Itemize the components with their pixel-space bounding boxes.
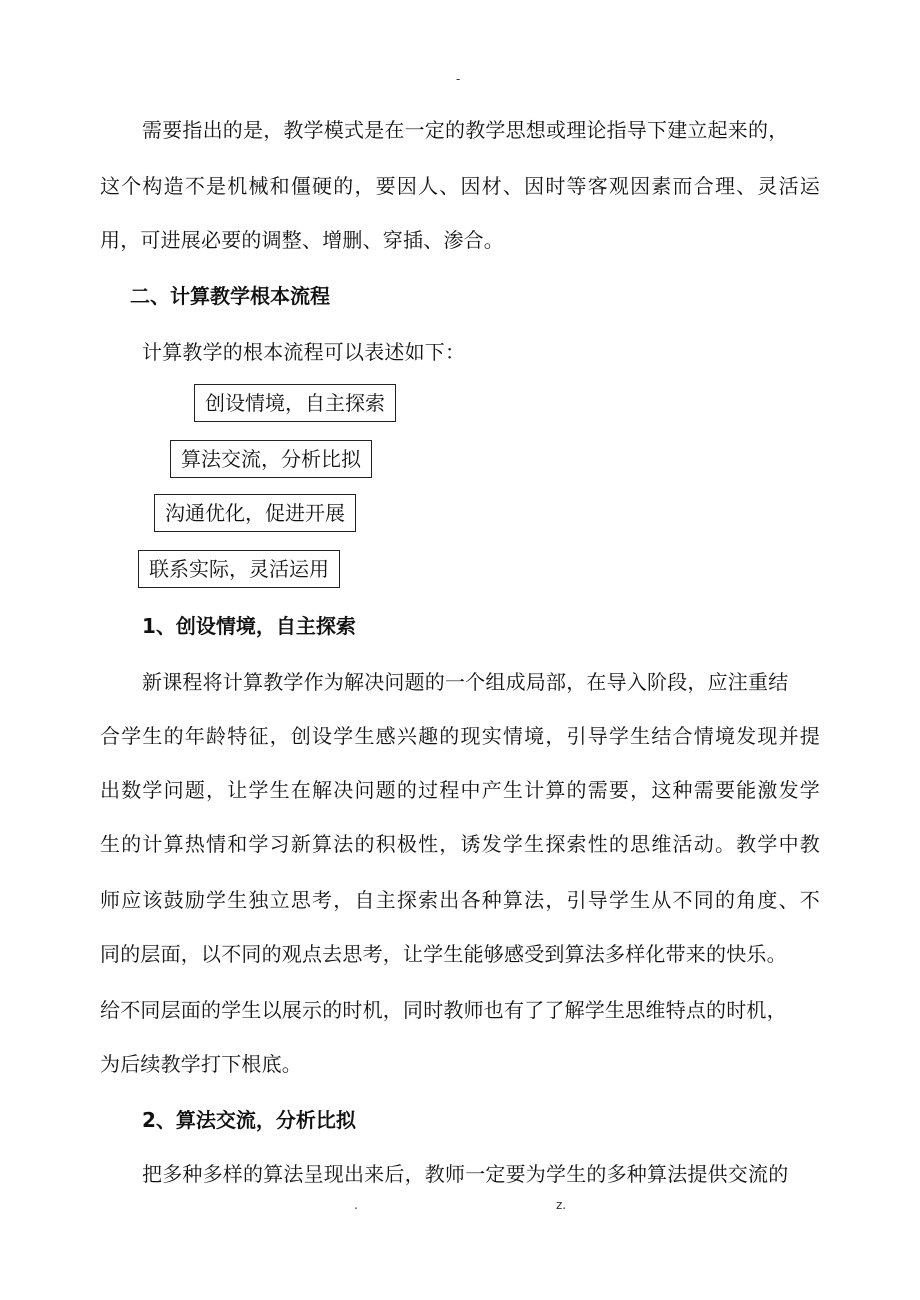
- intro-line-2: 这个构造不是机械和僵硬的，要因人、因材、因时等客观因素而合理、灵活运: [100, 174, 820, 198]
- sub1-line-5: 师应该鼓励学生独立思考，自主探索出各种算法，引导学生从不同的角度、不: [100, 888, 820, 912]
- sub1-line-3: 出数学问题，让学生在解决问题的过程中产生计算的需要，这种需要能激发学: [100, 778, 820, 802]
- sub2-heading: 2、算法交流，分析比拟: [142, 1108, 356, 1132]
- intro-line-1: 需要指出的是，教学模式是在一定的教学思想或理论指导下建立起来的，: [142, 118, 789, 142]
- sub1-line-2: 合学生的年龄特征，创设学生感兴趣的现实情境，引导学生结合情境发现并提: [100, 724, 820, 748]
- sub1-heading: 1、创设情境，自主探索: [142, 614, 356, 638]
- sub1-line-1: 新课程将计算教学作为解决问题的一个组成局部，在导入阶段，应注重结: [142, 670, 789, 694]
- sub1-line-4: 生的计算热情和学习新算法的积极性，诱发学生探索性的思维活动。教学中教: [100, 832, 820, 856]
- section-heading: 二、计算教学根本流程: [130, 284, 330, 308]
- header-mark: -: [456, 72, 461, 86]
- footer-right-mark: z.: [556, 1198, 567, 1212]
- section-intro: 计算教学的根本流程可以表述如下：: [142, 340, 466, 364]
- flow-step-4: 联系实际，灵活运用: [138, 550, 340, 588]
- intro-line-3: 用，可进展必要的调整、增删、穿插、渗合。: [100, 228, 504, 252]
- sub1-line-6: 同的层面，以不同的观点去思考，让学生能够感受到算法多样化带来的快乐。: [100, 942, 787, 966]
- sub2-line-1: 把多种多样的算法呈现出来后，教师一定要为学生的多种算法提供交流的: [142, 1162, 789, 1186]
- flow-step-2: 算法交流，分析比拟: [170, 440, 372, 478]
- footer-left-mark: .: [354, 1198, 358, 1212]
- flow-step-1: 创设情境，自主探索: [194, 384, 396, 422]
- sub1-line-8: 为后续教学打下根底。: [100, 1052, 302, 1076]
- sub1-line-7: 给不同层面的学生以展示的时机，同时教师也有了了解学生思维特点的时机，: [100, 998, 787, 1022]
- flow-step-3: 沟通优化，促进开展: [154, 494, 356, 532]
